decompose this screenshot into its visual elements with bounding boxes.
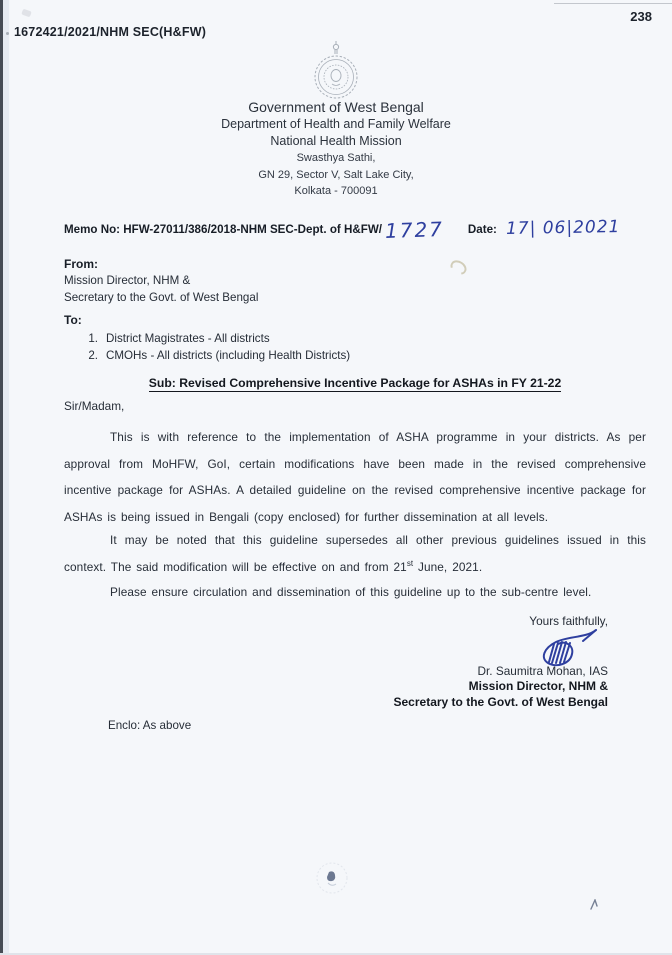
scan-artifact xyxy=(448,257,469,277)
body-paragraph-1: This is with reference to the implementation of ASHA programme in your districts. As per approval from MoHFW, GoI, certain modifications have been made in the revised comprehensive incentive package for ASHAs. A detailed guideline on the revised comprehensive incentive package for ASHAs is being issued in Bengali (copy enclosed) for further dissemination at all levels. xyxy=(64,430,646,524)
ghost-emblem-icon xyxy=(310,852,354,902)
from-label: From: xyxy=(64,257,98,271)
date-handwritten: 17| 06|2021 xyxy=(505,217,621,239)
memo-row xyxy=(64,218,646,242)
memo-number-handwritten: 1727 xyxy=(384,216,445,244)
scan-top-line xyxy=(554,3,672,4)
signature-icon xyxy=(520,626,606,668)
list-marker: 1. xyxy=(88,331,98,345)
state-emblem-icon xyxy=(310,40,362,102)
body-paragraph-2 xyxy=(64,528,646,579)
memo-number-label: Memo No: HFW-27011/386/2018-NHM SEC-Dept. of H&FW/ xyxy=(64,223,383,236)
from-line2: Secretary to the Govt. of West Bengal xyxy=(64,290,259,304)
salutation: Sir/Madam, xyxy=(64,399,125,413)
to-item-text: CMOHs - All districts (including Health Districts) xyxy=(106,349,351,362)
closing-phrase: Yours faithfully, xyxy=(529,614,608,628)
letterhead-org: Government of West Bengal xyxy=(248,99,424,115)
from-block xyxy=(64,256,258,306)
ordinal-superscript: st xyxy=(406,559,414,568)
letterhead-department: Department of Health and Family Welfare xyxy=(221,117,451,131)
list-marker: 2. xyxy=(88,349,98,362)
date-label: Date: xyxy=(467,223,497,236)
scan-page-number: 238 xyxy=(630,9,652,24)
letterhead xyxy=(0,98,672,200)
enclosure-note: Enclo: As above xyxy=(108,719,192,732)
letterhead-address-line3: Kolkata - 700091 xyxy=(294,185,378,197)
to-item-text: District Magistrates - All districts xyxy=(106,331,270,345)
paragraph-text: It may be noted that this guideline supersedes all other previous guidelines issued in this context. The said modification will be effective on and from 21 xyxy=(64,533,646,574)
signatory-name: Dr. Saumitra Mohan, IAS xyxy=(477,664,608,678)
scan-artifact xyxy=(21,9,32,18)
file-number-stamp: 1672421/2021/NHM SEC(H&FW) xyxy=(14,25,207,39)
body-paragraph-3: Please ensure circulation and dissemination of this guideline up to the sub-centre level. xyxy=(110,585,592,599)
subject-text: Sub: Revised Comprehensive Incentive Package for ASHAs in FY 21-22 xyxy=(148,376,562,390)
letterhead-mission: National Health Mission xyxy=(270,134,402,148)
to-list-item xyxy=(64,330,350,348)
to-list-item xyxy=(64,347,350,365)
paragraph-text: June, 2021. xyxy=(413,559,483,574)
subject-line xyxy=(64,374,646,392)
letterhead-address-line1: Swasthya Sathi, xyxy=(296,152,376,164)
letterhead-address-line2: GN 29, Sector V, Salt Lake City, xyxy=(258,168,414,181)
pen-tick-icon xyxy=(590,899,599,910)
signatory-designation-line1: Mission Director, NHM & xyxy=(468,679,608,693)
to-label: To: xyxy=(64,313,82,327)
signature-block xyxy=(394,614,609,710)
signatory-designation-line2: Secretary to the Govt. of West Bengal xyxy=(393,695,608,709)
from-line1: Mission Director, NHM & xyxy=(64,273,191,287)
scan-artifact xyxy=(6,32,9,35)
to-block xyxy=(64,312,350,365)
